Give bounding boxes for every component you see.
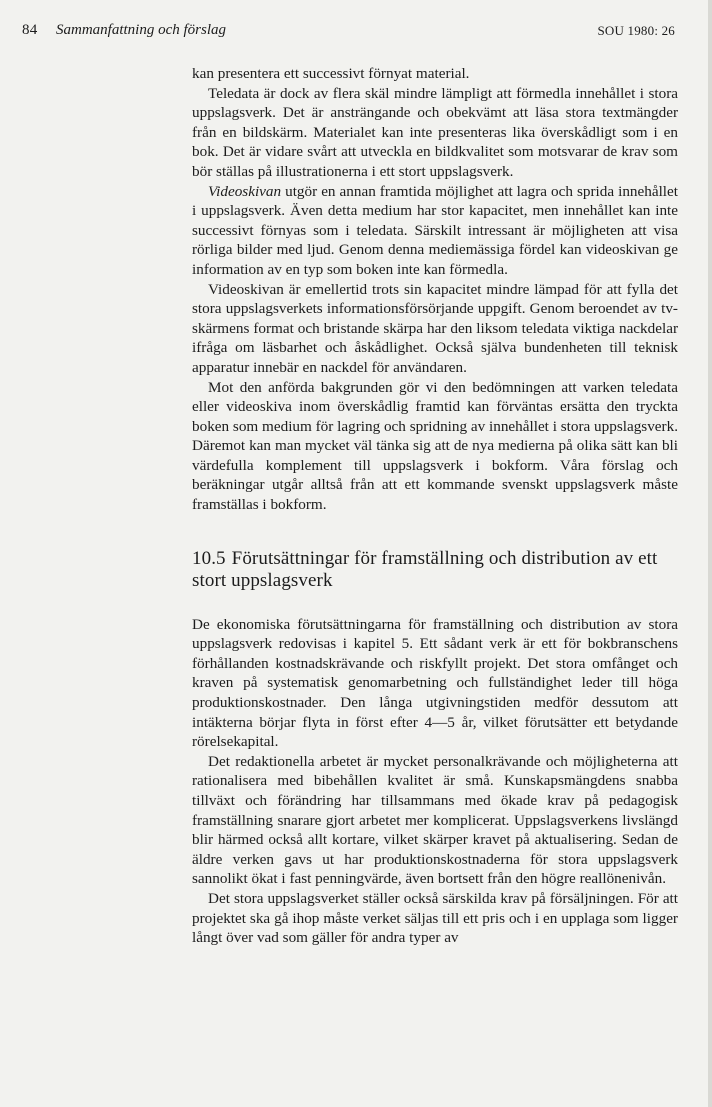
paragraph: De ekonomiska förutsättningarna för framställning och distribution av stora uppslagsverk redovisas i kapitel 5. Ett sådant verk är ett för bokbranschens förhållanden kostnadskrävande och riskfyllt projekt. Det stora omfånget och kraven på systematisk genomarbetning och fullständighet leder till höga produktionskostnader. Den långa utgivningstiden medför dessutom att intäkterna börjar flyta in först efter 4—5 år, vilket förutsätter ett betydande rörelsekapital.: [192, 615, 678, 751]
paragraph-text: utgör en annan framtida möjlighet att lagra och sprida innehållet i uppslagsverk. Även detta medium har stor kapacitet, men innehållet kan inte successivt förnyas som i teledata. Särskilt intressant är möjligheten att visa rörliga bilder med ljud. Genom denna mediemässiga fördel kan videoskivan ge information av en typ som boken inte kan förmedla.: [192, 182, 678, 278]
paragraph: Teledata är dock av flera skäl mindre lämpligt att förmedla innehållet i stora uppslagsverk. Det är ansträngande och obekvämt att läsa stora textmängder från en bildskärm. Materialet kan inte presenteras lika överskådligt som i en bok. Det är vidare svårt att utveckla en bildkvalitet som motsvarar de krav som bör ställas på illustrationerna i ett stort uppslagsverk.: [192, 84, 678, 180]
section-number: 10.5: [192, 547, 226, 569]
report-reference: SOU 1980: 26: [597, 23, 675, 38]
main-text-column: [192, 64, 678, 948]
page-number: 84: [22, 22, 38, 38]
running-title: Sammanfattning och förslag: [56, 22, 227, 38]
page-header: [22, 22, 675, 42]
emphasized-term: Videoskivan: [208, 182, 282, 200]
paragraph: Det redaktionella arbetet är mycket personalkrävande och möjligheterna att rationalisera med bibehållen kvalitet är små. Kunskapsmängdens snabba tillväxt och förändring har tillsammans med ökade krav på pedagogisk framställning snarare gjort arbetet mer komplicerat. Uppslagsverkens livslängd blir härmed också allt kortare, vilket skärper kravet på aktualisering. Sedan de äldre verken gavs ut har produktionskostnaderna för stora uppslagsverk sannolikt ökat i fast penningvärde, även bortsett från den högre reallönenivån.: [192, 752, 678, 888]
paragraph: Det stora uppslagsverket ställer också särskilda krav på försäljningen. För att projektet ska gå ihop måste verket säljas till ett pris och i en upplaga som ligger långt över vad som gäller för andra typer av: [192, 889, 678, 947]
section-title: Förutsättningar för framställning och distribution av ett stort uppslagsverk: [192, 547, 658, 591]
page-edge: [708, 0, 712, 1107]
paragraph: [192, 182, 678, 280]
paragraph: Mot den anförda bakgrunden gör vi den bedömningen att varken teledata eller videoskiva inom överskådlig framtid kan förväntas ersätta den tryckta boken som medium för lagring och spridning av innehållet i stora uppslagsverk. Däremot kan man mycket väl tänka sig att de nya medierna på olika sätt kan bli värdefulla komplement till uppslagsverk i bokform. Våra förslag och beräkningar utgår alltså från att ett kommande svenskt uppslagsverk måste framställas i bokform.: [192, 378, 678, 514]
section-heading: [192, 548, 678, 592]
paragraph: Videoskivan är emellertid trots sin kapacitet mindre lämpad för att fylla det stora uppslagsverkets informationsförsörjande uppgift. Genom beroendet av tv-skärmens format och bristande skärpa har den liksom teledata viktiga nackdelar ifråga om läsbarhet och åskådlighet. Också själva bundenheten till teknisk apparatur innebär en nackdel för användaren.: [192, 280, 678, 376]
paragraph: kan presentera ett successivt förnyat material.: [192, 65, 470, 82]
